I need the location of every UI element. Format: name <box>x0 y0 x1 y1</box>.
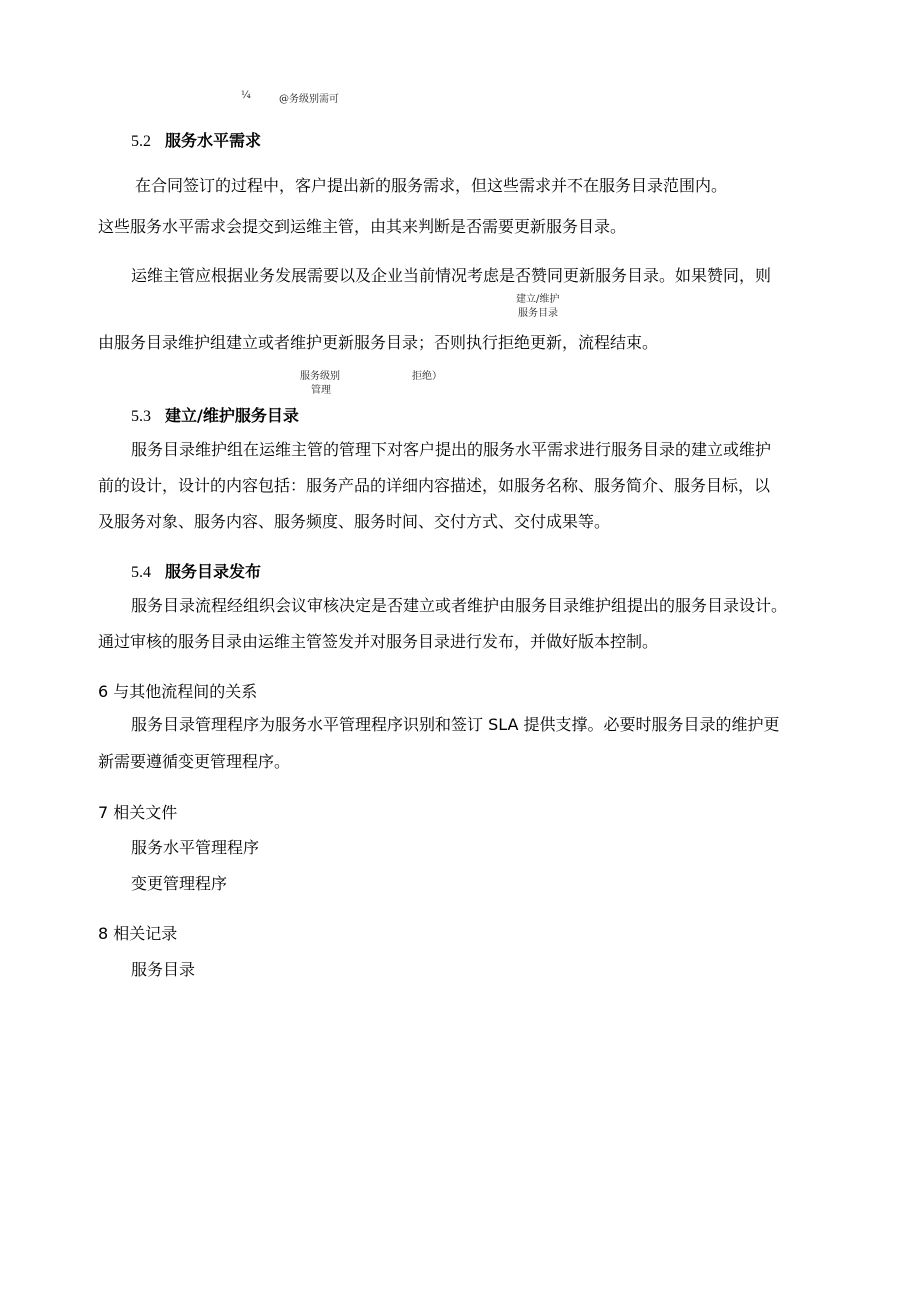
section-5-3-heading <box>131 403 299 426</box>
section-6-line-2: 新需要遵循变更管理程序。 <box>98 752 291 771</box>
section-6-title: 6 与其他流程间的关系 <box>98 682 258 701</box>
section-5-3-line-3: 及服务对象、服务内容、服务频度、服务时间、交付方式、交付成果等。 <box>98 512 611 531</box>
section-5-4-number: 5.4 <box>131 564 151 581</box>
fragment-top-left: ¼ <box>241 90 251 101</box>
section-5-3-line-1: 服务目录维护组在运维主管的管理下对客户提出的服务水平需求进行服务目录的建立或维护 <box>131 440 772 459</box>
section-5-2-paragraph-3: 运维主管应根据业务发展需要以及企业当前情况考虑是否赞同更新服务目录。如果赞同，则 <box>131 266 772 285</box>
section-6-line-1: 服务目录管理程序为服务水平管理程序识别和签订 SLA 提供支撑。必要时服务目录的维护更 <box>131 715 780 734</box>
section-5-2-paragraph-4: 由服务目录维护组建立或者维护更新服务目录；否则执行拒绝更新，流程结束。 <box>98 333 659 352</box>
section-5-2-title: 服务水平需求 <box>165 131 262 150</box>
section-5-3-title: 建立/维护服务目录 <box>165 406 299 425</box>
diagram-fragment-a-line-1: 建立/维护 <box>516 294 560 305</box>
section-5-2-number: 5.2 <box>131 133 151 150</box>
section-7-item-2: 变更管理程序 <box>131 874 228 893</box>
section-5-4-title: 服务目录发布 <box>165 562 262 581</box>
fragment-top-right: @务级别需可 <box>279 94 339 105</box>
section-8-item-1: 服务目录 <box>131 960 196 979</box>
section-5-3-line-2: 前的设计，设计的内容包括：服务产品的详细内容描述，如服务名称、服务简介、服务目标，以 <box>98 476 771 495</box>
diagram-fragment-a-line-2: 服务目录 <box>518 308 558 319</box>
section-7-title: 7 相关文件 <box>98 803 178 822</box>
diagram-fragment-b-line-1: 服务级别 <box>300 371 340 382</box>
section-5-4-line-2: 通过审核的服务目录由运维主管签发并对服务目录进行发布，并做好版本控制。 <box>98 632 659 651</box>
section-5-2-paragraph-2: 这些服务水平需求会提交到运维主管，由其来判断是否需要更新服务目录。 <box>98 217 627 236</box>
section-5-2-paragraph-1: 在合同签订的过程中，客户提出新的服务需求，但这些需求并不在服务目录范围内。 <box>135 176 728 195</box>
section-5-3-number: 5.3 <box>131 408 151 425</box>
section-7-item-1: 服务水平管理程序 <box>131 838 260 857</box>
section-5-4-line-1: 服务目录流程经组织会议审核决定是否建立或者维护由服务目录维护组提出的服务目录设计。 <box>131 596 788 615</box>
section-5-4-heading <box>131 559 261 582</box>
section-8-title: 8 相关记录 <box>98 924 178 943</box>
section-5-2-heading <box>131 128 261 151</box>
diagram-fragment-b-line-2: 管理 <box>311 385 331 396</box>
diagram-fragment-c: 拒绝） <box>412 371 442 382</box>
